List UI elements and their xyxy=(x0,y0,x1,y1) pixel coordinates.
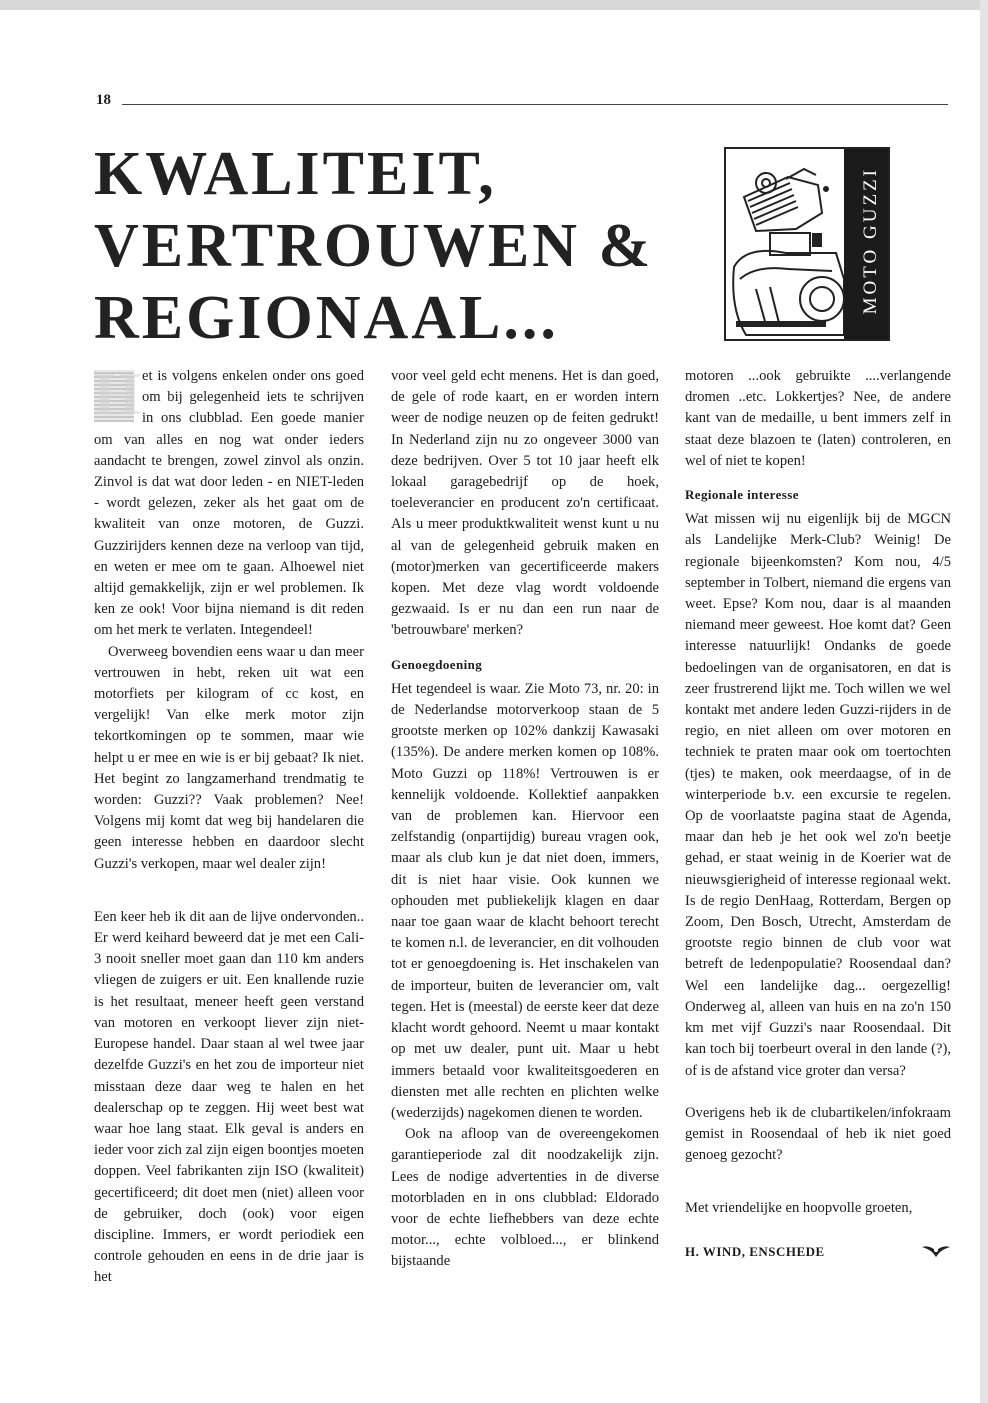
logo-band xyxy=(844,149,888,339)
signature-line xyxy=(685,1241,951,1262)
paragraph: motoren ...ook gebruikte ....verlangende dromen ..etc. Lokkertjes? Nee, de andere kant van de medaille, u bent immers zelf in staat deze blazoen te (laten) controleren, en wel of niet te kopen! xyxy=(685,368,951,469)
engine-illustration-icon xyxy=(726,149,848,339)
dropcap-box xyxy=(94,361,141,427)
article-column-1 xyxy=(94,361,364,1289)
page-number: 18 xyxy=(96,92,111,108)
paragraph: Een keer heb ik dit aan de lijve ondervonden.. Er werd keihard beweerd dat je met een Cali-3 nooit sneller moet gaan dan 110 km anders vliegen de zuigers er uit. Een knallende ruzie is het resultaat, meneer heeft geen verstand van motoren en verkoopt liever zijn niet-Europese handel. Daar staan al wel twee jaar dezelfde Guzzi's en het zou de importeur niet misstaan deze daar weg te halen en het dealerschap op te zeggen. Hij weet best wat waar hoe lang staat. Elk geval is anders en ieder voor zich zal zijn eigen boontjes moeten doppen. Veel fabrikanten zijn ISO (kwaliteit) gecertificeerd; dit doet men (niet) alleen voor de gebruiker, doch (ook) voor eigen discipline. Immers, er wordt periodiek een controle gehouden en eens in de drie jaar is het xyxy=(94,908,364,1286)
paragraph-gap xyxy=(685,1166,951,1198)
subheading-genoegdoening: Genoegdoening xyxy=(391,656,483,672)
paragraph-gap xyxy=(685,1220,951,1241)
paragraph: et is volgens enkelen onder ons goed om bij gelegenheid iets te schrijven in ons clubblad. Een goede manier om van alles en nog wat onder ieders aandacht te brengen, zowel zinvol als onzin. Zinvol is dat wat door leden - en NIET-leden - wordt gelezen, zeker als het gaat om de kwaliteit van onze motoren, de Guzzi. Guzzirijders kennen deze na verloop van tijd, en weten er mee om te gaan. Alhoewel niet altijd gemakkelijk, zijn er wel problemen. Ik ken ze ook! Voor bijna niemand is dit reden om het merk te verlaten. Integendeel! xyxy=(94,368,364,639)
logo-text: MOTO GUZZI xyxy=(860,167,881,315)
paragraph: voor veel geld echt menens. Het is dan goed, de gele of rode kaart, en er worden intern weer de nodige neuzen op de feiten gedrukt! In Nederland zijn nu zo ongeveer 3000 van deze bedrijven. Over 5 tot 10 jaar heeft elk lokaal garagebedrijf op de hoek, toeleverancier en producent zo'n certificaat. Als u meer produktkwaliteit wenst kunt u nu al van de gelegenheid gebruik maken en (motor)merken van gecertificeerde makers kopen. Met deze vlag wordt voldoende gezwaaid. Is er nu dan een run naar de 'betrouwbare' merken? xyxy=(391,368,659,639)
paragraph: Overigens heb ik de clubartikelen/infokraam gemist in Roosendaal of heb ik niet goed genoeg gezocht? xyxy=(685,1104,951,1164)
article-column-3 xyxy=(685,366,951,1262)
page-edge-right xyxy=(980,0,988,1403)
paragraph: Het tegendeel is waar. Zie Moto 73, nr. 20: in de Nederlandse motorverkoop staan de 5 grootste merken op 102% dankzij Kawasaki (135%). De andere merken komen op 108%. Moto Guzzi op 118%! Vertrouwen is er kennelijk voldoende. Kollektief aanpakken van de problemen kan. Hiervoor een zelfstandig (onpartijdig) bureau vragen ook, maar als club kun je dat niet doen, immers, dit is niet haar visie. Ook kunnen we ophouden met publiekelijk klagen en daar naar toe gaan waar de klacht behoort terecht te komen n.l. de leverancier, en dit volhouden tot er genoegdoening is. Het inschakelen van de importeur, buiten de leverancier om, valt tegen. Het is (meestal) de eerste keer dat deze klacht wordt gehoord. Neemt u maar kontakt op met uw dealer, punt uit. Maar u hebt immers betaald voor kwaliteitsgoederen en diensten met alle rechten en plichten welke (wederzijds) nagekomen dienen te worden. xyxy=(391,680,659,1121)
author-signature: H. WIND, ENSCHEDE xyxy=(685,1243,825,1259)
eagle-wings-icon xyxy=(921,1244,951,1258)
paragraph: Ook na afloop van de overeengekomen garantieperiode zal dit noodzakelijk zijn. Lees de nodige advertenties in de diverse motorbladen en in ons clubblad: Eldorado voor de echte liefhebbers van deze echte motor..., echte volbloed..., er blinkend bijstaande xyxy=(391,1126,659,1270)
page-header xyxy=(96,92,948,112)
dropcap-letter: H xyxy=(94,361,141,427)
page-edge-top xyxy=(0,0,988,10)
closing-line: Met vriendelijke en hoopvolle groeten, xyxy=(685,1200,913,1217)
paragraph: Overweeg bovendien eens waar u dan meer vertrouwen in hebt, reken uit wat een motorfiets per kilogram of cc kost, en vergelijk! Van elke merk motor zijn tekortkomingen op te sommen, maar wie helpt u er mee en wie is er bij gebaat? Ik niet. Het begint zo langzamerhand trendmatig te worden: Guzzi?? Vaak problemen? Nee! Volgens mij komt dat weg bij handelaren die geen interesse hebben en daardoor slecht Guzzi's verkopen, maar wel dealer zijn! xyxy=(94,643,364,872)
title-line-3: REGIONAAL... xyxy=(94,284,559,352)
title-line-2: VERTROUWEN & xyxy=(94,212,654,280)
paragraph-gap xyxy=(94,875,364,907)
moto-guzzi-logo xyxy=(724,147,890,341)
article-column-2 xyxy=(391,366,659,1273)
paragraph: Wat missen wij nu eigenlijk bij de MGCN als Landelijke Merk-Club? Weinig! De regionale bijeenkomsten? Kom nou, 4/5 september in Tolbert, niemand die ergens van weet. Epse? Kom nou, daar is al maanden niemand meer geweest. Hoe komt dat? Geen interesse natuurlijk! Ondanks de goede bedoelingen van de organisatoren, en dat is zeer frustrerend lijkt me. Toch willen we wel kontakt met andere leden Guzzi-rijders in de regio, en niet alleen om over motoren en techniek te praten maar ook om toertochten (tjes) te maken, ook meerdaagse, of in de winterperiode b.v. een excursie te regelen. Op de voorlaatste pagina staat de Agenda, maar dan heb je het ook wel zo'n beetje gehad, er staat weinig in de Koerier wat de nieuwsgierigheid of interesse regionaal wekt. Is de regio DenHaag, Rotterdam, Bergen op Zoom, Den Bosch, Utrecht, Amsterdam de grootste regio binnen de club voor wat betreft de ledenpopulatie? Roosendaal dan? Wel een landelijke dag... oergezellig! Onderweg al, alleen van huis en na zo'n 150 km met vijf Guzzi's naar Roosendaal. Dit kan toch bij toerbeurt overal in den lande (?), of is de afstand vice groter dan versa? xyxy=(685,511,951,1079)
header-rule xyxy=(122,104,948,105)
paragraph-gap xyxy=(685,1082,951,1103)
article-title xyxy=(94,138,714,354)
subheading-regionale-interesse: Regionale interesse xyxy=(685,487,799,503)
title-line-1: KWALITEIT, xyxy=(94,140,497,208)
